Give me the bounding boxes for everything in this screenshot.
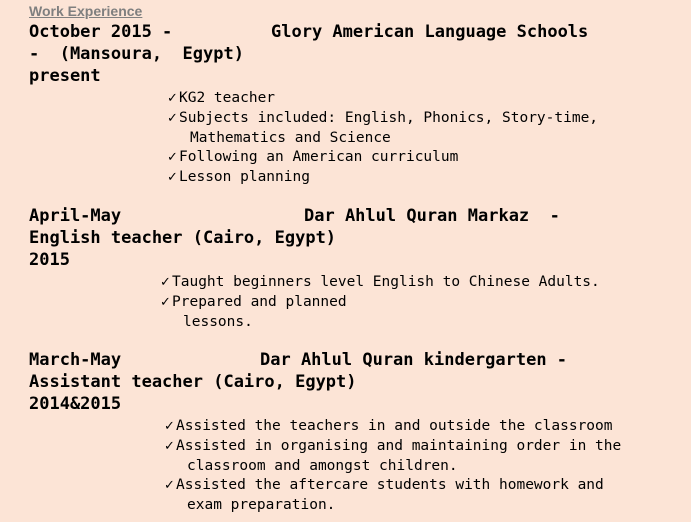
entry-3-employer: Dar Ahlul Quran kindergarten -: [260, 350, 568, 370]
entry-2-bullet-1: ✓Taught beginners level English to Chinese Adults.: [160, 272, 600, 293]
entry-3-role-location: Assistant teacher (Cairo, Egypt): [29, 372, 357, 392]
checkmark-icon: ✓: [167, 170, 178, 185]
entry-3-bullet-3: ✓Assisted the aftercare students with homework and: [164, 475, 604, 496]
checkmark-icon: ✓: [164, 478, 175, 493]
entry-1-bullet-1: ✓KG2 teacher: [167, 88, 275, 109]
entry-1-role-location: - (Mansoura, Egypt): [29, 44, 244, 64]
entry-3-bullet-1: ✓Assisted the teachers in and outside the classroom: [164, 416, 613, 437]
entry-3-bullet-3-continuation: exam preparation.: [187, 497, 336, 513]
checkmark-icon: ✓: [160, 295, 171, 310]
entry-3-date-line2: 2014&2015: [29, 394, 122, 414]
entry-1-bullet-2: ✓Subjects included: English, Phonics, Story-time,: [167, 108, 598, 129]
checkmark-icon: ✓: [164, 419, 175, 434]
entry-1-bullet-4: ✓Lesson planning: [167, 167, 310, 188]
entry-2-date-line2: 2015: [29, 250, 70, 270]
entry-1-date-line2: present: [29, 66, 101, 86]
entry-2-bullet-2: ✓Prepared and planned: [160, 292, 347, 313]
checkmark-icon: ✓: [167, 111, 178, 126]
entry-2-date-line1: April-May: [29, 206, 122, 226]
entry-3-bullet-2: ✓Assisted in organising and maintaining order in the: [164, 436, 621, 457]
entry-2-employer: Dar Ahlul Quran Markaz -: [304, 206, 560, 226]
entry-1-employer: Glory American Language Schools: [271, 22, 589, 42]
entry-2-bullet-2-continuation: lessons.: [183, 314, 253, 330]
entry-1-date-line1: October 2015 -: [29, 22, 173, 42]
work-experience-heading: Work Experience: [29, 3, 143, 19]
checkmark-icon: ✓: [167, 91, 178, 106]
checkmark-icon: ✓: [164, 439, 175, 454]
entry-3-bullet-2-continuation: classroom and amongst children.: [187, 458, 458, 474]
entry-3-date-line1: March-May: [29, 350, 122, 370]
checkmark-icon: ✓: [160, 275, 171, 290]
checkmark-icon: ✓: [167, 150, 178, 165]
entry-1-bullet-2-continuation: Mathematics and Science: [190, 130, 391, 146]
entry-1-bullet-3: ✓Following an American curriculum: [167, 147, 458, 168]
entry-2-role-location: English teacher (Cairo, Egypt): [29, 228, 337, 248]
